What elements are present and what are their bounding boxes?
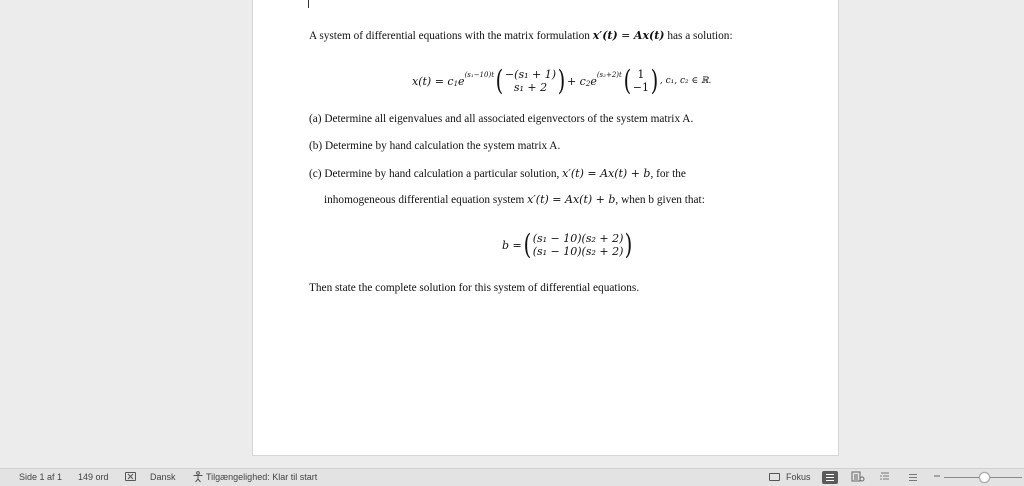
eq1-paren-open-1: ( bbox=[495, 64, 504, 97]
print-layout-icon bbox=[826, 474, 834, 483]
eq2-paren-open: ( bbox=[523, 228, 532, 261]
accessibility-status[interactable]: Tilgængelighed: Klar til start bbox=[206, 472, 318, 482]
eq1-lhs: x(t) = c bbox=[412, 74, 454, 88]
web-layout-button[interactable] bbox=[851, 471, 867, 484]
eq2-paren-close: ) bbox=[625, 228, 633, 261]
word-count[interactable]: 149 ord bbox=[78, 472, 109, 482]
intro-tail: has a solution: bbox=[664, 30, 733, 42]
solution-equation bbox=[412, 65, 711, 97]
eq1-exponent1: (s₁−10)t bbox=[464, 70, 495, 79]
part-c-line1-math: x′(t) = Ax(t) + b bbox=[562, 167, 651, 180]
outline-view-button[interactable] bbox=[878, 471, 894, 484]
eq1-e1: e bbox=[458, 74, 465, 88]
part-c-line2-math: x′(t) = Ax(t) + b bbox=[527, 193, 616, 206]
part-c-line1-text: (c) Determine by hand calculation a particular solution, bbox=[309, 168, 563, 180]
eq1-paren-close-2: ) bbox=[650, 64, 659, 97]
web-layout-icon bbox=[851, 471, 865, 483]
eq1-plus: + c bbox=[566, 74, 586, 88]
eq2-vector-bottom: (s₁ − 10)(s₂ + 2) bbox=[532, 245, 624, 258]
eq1-paren-open-2: ( bbox=[623, 64, 632, 97]
language-label[interactable]: Dansk bbox=[150, 472, 176, 482]
draft-icon bbox=[909, 474, 917, 483]
eq1-vector1 bbox=[505, 68, 556, 94]
b-vector-equation bbox=[502, 229, 634, 261]
intro-math-rhs: Ax(t) bbox=[633, 29, 665, 42]
proofing-icon[interactable] bbox=[125, 472, 136, 481]
intro-text: A system of differential equations with the matrix formulation bbox=[309, 30, 593, 42]
eq1-sub2: 2 bbox=[585, 79, 591, 88]
draft-view-button[interactable] bbox=[905, 471, 921, 484]
eq2-lhs: b = bbox=[502, 238, 522, 252]
eq2-vector bbox=[533, 232, 624, 258]
intro-math-lhs: x′(t) bbox=[592, 29, 618, 42]
eq2-vector-top: (s₁ − 10)(s₂ + 2) bbox=[532, 232, 624, 245]
accessibility-icon[interactable] bbox=[192, 471, 204, 485]
status-bar bbox=[0, 468, 1024, 486]
part-c-line2-tail: , when b given that: bbox=[615, 194, 705, 206]
part-c-line2-text: inhomogeneous differential equation system bbox=[324, 194, 528, 206]
focus-button[interactable]: Fokus bbox=[786, 472, 811, 482]
zoom-out-button[interactable] bbox=[933, 471, 941, 483]
eq1-tail: , c₁, c₂ ∈ ℝ. bbox=[659, 75, 712, 86]
intro-paragraph bbox=[309, 30, 733, 42]
part-c-line1 bbox=[309, 168, 686, 180]
page-count[interactable]: Side 1 af 1 bbox=[19, 472, 63, 482]
part-b-paragraph: (b) Determine by hand calculation the system matrix A. bbox=[309, 140, 561, 152]
conclusion-paragraph: Then state the complete solution for this system of differential equations. bbox=[309, 282, 640, 294]
eq1-exponent2: (s₂+2)t bbox=[596, 70, 622, 79]
eq1-vector2-top: 1 bbox=[637, 68, 645, 81]
part-c-line1-tail: , for the bbox=[650, 168, 686, 180]
minus-icon bbox=[933, 471, 941, 481]
zoom-slider-thumb[interactable] bbox=[979, 472, 990, 483]
eq1-sub1: 1 bbox=[453, 79, 459, 88]
eq1-vector2-bottom: −1 bbox=[632, 81, 649, 94]
print-layout-button[interactable] bbox=[822, 471, 838, 484]
text-cursor bbox=[308, 0, 309, 8]
outline-icon bbox=[878, 471, 892, 483]
eq1-vector1-top: −(s₁ + 1) bbox=[504, 68, 557, 81]
document-page[interactable] bbox=[252, 0, 839, 456]
eq1-vector2 bbox=[633, 68, 649, 94]
focus-icon[interactable] bbox=[769, 473, 780, 481]
part-a-paragraph: (a) Determine all eigenvalues and all associated eigenvectors of the system matrix A. bbox=[309, 113, 694, 125]
part-c-line2 bbox=[324, 194, 705, 206]
eq1-vector1-bottom: s₁ + 2 bbox=[513, 81, 548, 94]
eq1-e2: e bbox=[590, 74, 597, 88]
eq1-paren-close-1: ) bbox=[557, 64, 566, 97]
intro-math-eq: = bbox=[617, 29, 634, 42]
